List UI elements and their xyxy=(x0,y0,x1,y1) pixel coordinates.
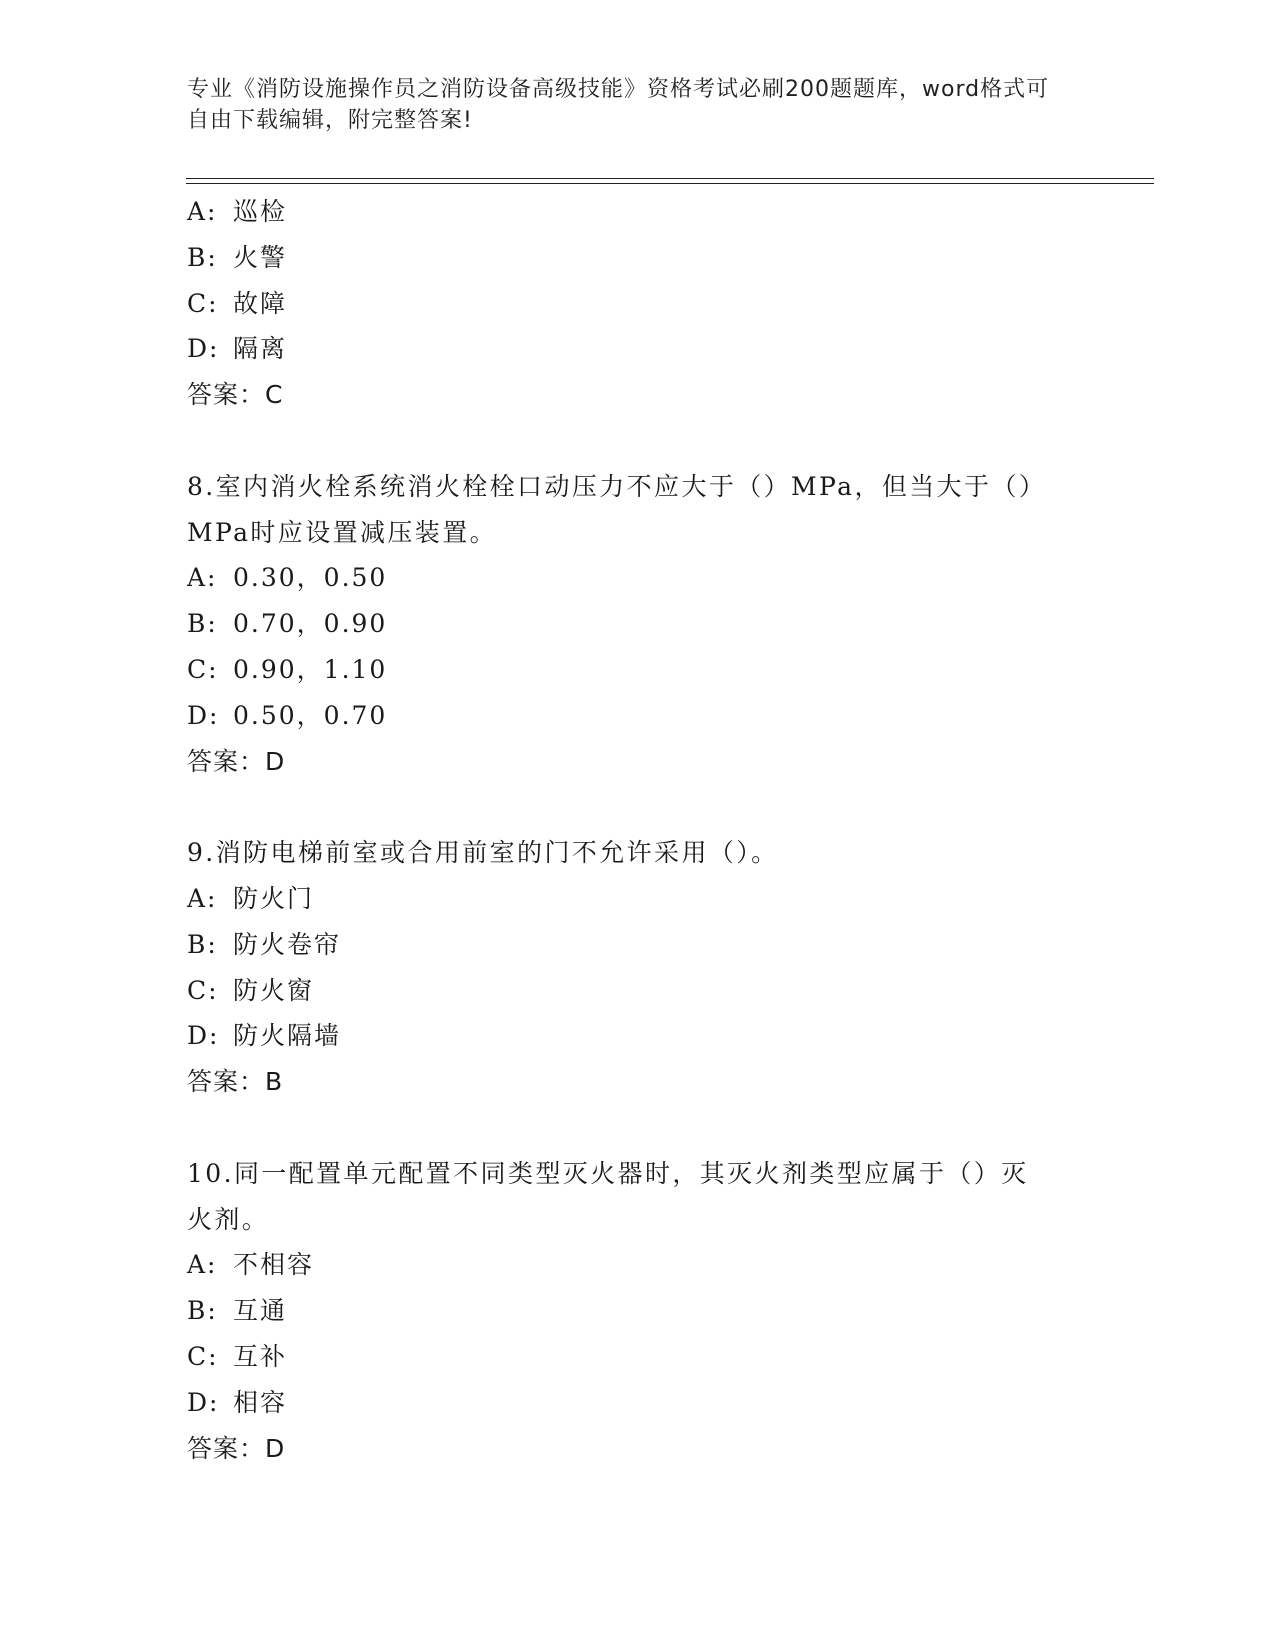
option-text: 0.30，0.50 xyxy=(233,563,388,593)
option-text: 0.90，1.10 xyxy=(233,654,388,684)
question-7-options xyxy=(187,189,1087,418)
option-letter: B: xyxy=(187,929,218,959)
option-b xyxy=(187,1288,1087,1334)
option-letter: C: xyxy=(187,975,219,1005)
option-b xyxy=(187,235,1087,281)
question-text-line: 8.室内消火栓系统消火栓栓口动压力不应大于（）MPa，但当大于（） xyxy=(187,471,1047,501)
question-9 xyxy=(187,830,1087,1105)
option-b xyxy=(187,922,1087,968)
option-c xyxy=(187,647,1087,693)
option-letter: D: xyxy=(187,1387,220,1417)
question-8 xyxy=(187,464,1087,785)
option-letter: C: xyxy=(187,288,219,318)
option-letter: B: xyxy=(187,242,218,272)
option-d xyxy=(187,1013,1087,1059)
option-letter: A: xyxy=(187,883,218,913)
option-a xyxy=(187,876,1087,922)
option-text: 0.70，0.90 xyxy=(233,609,388,639)
option-text: 不相容 xyxy=(233,1250,315,1280)
question-text-line: 9.消防电梯前室或合用前室的门不允许采用（）。 xyxy=(187,838,779,868)
question-list xyxy=(187,189,1087,1471)
question-text-line: 10.同一配置单元配置不同类型灭火器时，其灭火剂类型应属于（）灭 xyxy=(187,1158,1029,1188)
option-letter: C: xyxy=(187,654,219,684)
option-letter: A: xyxy=(187,197,218,226)
option-text: 0.50，0.70 xyxy=(233,700,388,730)
option-letter: B: xyxy=(187,1296,218,1326)
spacer xyxy=(187,1105,1087,1151)
option-text: 相容 xyxy=(233,1387,288,1417)
question-text-line: MPa时应设置减压装置。 xyxy=(187,517,498,547)
header-divider-bottom xyxy=(186,183,1154,184)
option-text: 巡检 xyxy=(233,197,288,226)
option-text: 互补 xyxy=(233,1341,288,1371)
option-letter: B: xyxy=(187,609,218,639)
answer-line: 答案：C xyxy=(187,380,284,410)
question-10 xyxy=(187,1151,1087,1472)
option-d xyxy=(187,1380,1087,1426)
option-d xyxy=(187,326,1087,372)
option-letter: A: xyxy=(187,1250,218,1280)
option-text: 防火卷帘 xyxy=(233,929,342,959)
option-letter: D: xyxy=(187,700,220,730)
header-divider-top xyxy=(186,178,1154,179)
option-a xyxy=(187,555,1087,601)
option-letter: C: xyxy=(187,1341,219,1371)
option-letter: D: xyxy=(187,1021,220,1051)
answer-line: 答案：D xyxy=(187,1433,286,1463)
answer-line: 答案：B xyxy=(187,1067,284,1097)
option-text: 隔离 xyxy=(233,334,288,364)
option-c xyxy=(187,281,1087,327)
answer-line: 答案：D xyxy=(187,746,286,776)
option-a xyxy=(187,189,1087,235)
question-text-line: 火剂。 xyxy=(187,1204,270,1234)
option-text: 故障 xyxy=(233,288,288,318)
option-d xyxy=(187,693,1087,739)
option-c xyxy=(187,1334,1087,1380)
option-c xyxy=(187,968,1087,1014)
spacer xyxy=(187,784,1087,830)
option-text: 火警 xyxy=(233,242,288,272)
document-header: 专业《消防设施操作员之消防设备高级技能》资格考试必刷200题题库，word格式可自由下载编辑，附完整答案! xyxy=(187,77,1050,133)
option-a xyxy=(187,1242,1087,1288)
option-letter: A: xyxy=(187,563,218,593)
option-text: 防火隔墙 xyxy=(233,1021,342,1051)
option-text: 防火门 xyxy=(233,883,315,913)
spacer xyxy=(187,418,1087,464)
option-letter: D: xyxy=(187,334,220,364)
option-text: 互通 xyxy=(233,1296,288,1326)
option-b xyxy=(187,601,1087,647)
option-text: 防火窗 xyxy=(233,975,315,1005)
